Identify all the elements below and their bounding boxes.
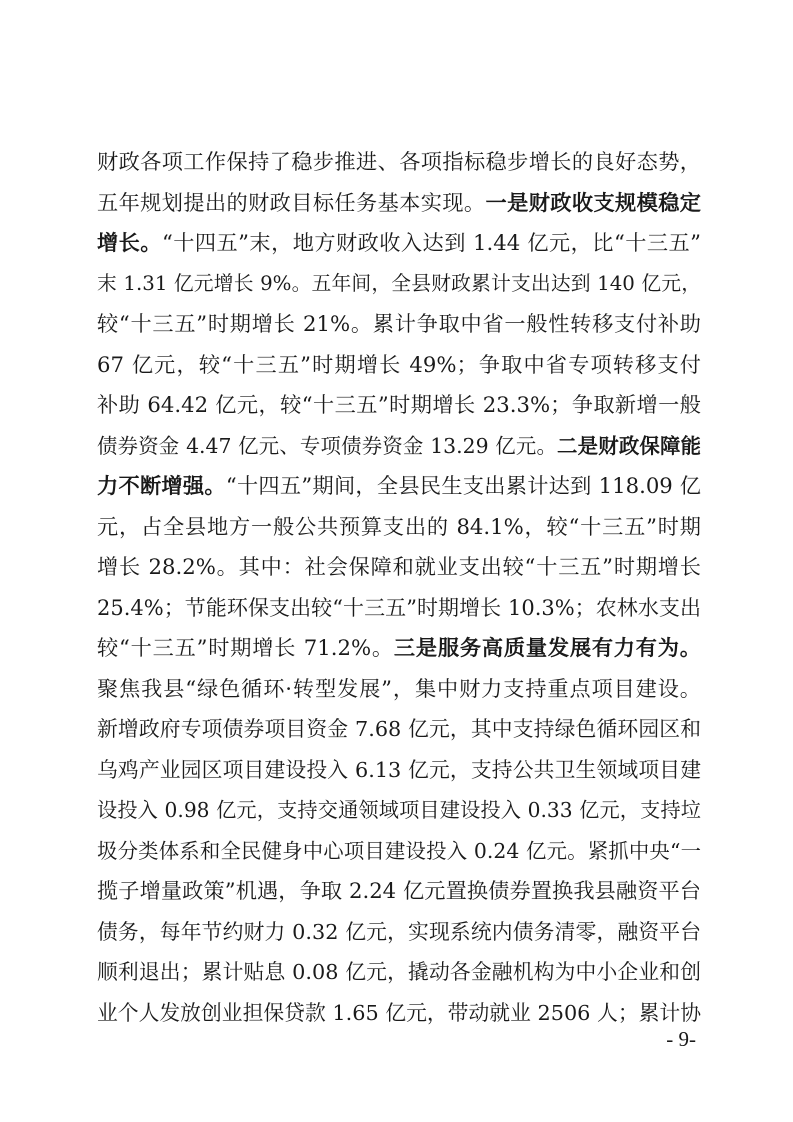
- text-line: [97, 912, 701, 953]
- body-text: “十四五”末，地方财政收入达到 1.44 亿元，比“十三五”: [161, 230, 701, 255]
- text-line: [97, 790, 701, 831]
- text-line: [97, 709, 701, 750]
- text-line: [97, 264, 701, 305]
- bold-heading-text: 三是服务高质量发展有力有为。: [393, 635, 701, 660]
- text-line: [97, 628, 701, 669]
- body-text: 债务，每年节约财力 0.32 亿元，实现系统内债务清零，融资平台: [97, 919, 701, 944]
- text-line: [97, 669, 701, 710]
- body-text: 67 亿元，较“十三五”时期增长 49%；争取中省专项转移支付: [97, 351, 701, 377]
- body-text: 较“十三五”时期增长 71.2%。: [97, 635, 394, 660]
- text-line: [97, 426, 701, 467]
- body-text: 末 1.31 亿元增长 9%。五年间，全县财政累计支出达到 140 亿元，: [97, 271, 701, 295]
- body-text: 五年规划提出的财政目标任务基本实现。: [97, 189, 486, 215]
- bold-heading-text: 二是财政保障能: [557, 433, 701, 458]
- body-text: 债券资金 4.47 亿元、专项债券资金 13.29 亿元。: [97, 433, 558, 458]
- text-line: [97, 345, 701, 386]
- text-line: [97, 507, 701, 548]
- page-number: - 9-: [666, 1027, 696, 1051]
- text-line: [97, 993, 701, 1034]
- bold-heading-text: 一是财政收支规模稳定: [485, 189, 701, 215]
- body-text: 补助 64.42 亿元，较“十三五”时期增长 23.3%；争取新增一般: [97, 392, 701, 417]
- text-line: [97, 385, 701, 426]
- text-line: [97, 223, 701, 264]
- text-line: [97, 547, 701, 588]
- body-text: “十四五”期间，全县民生支出累计达到 118.09 亿: [225, 473, 701, 498]
- body-text: 设投入 0.98 亿元，支持交通领域项目建设投入 0.33 亿元，支持垃: [97, 798, 701, 822]
- body-text: 顺利退出；累计贴息 0.08 亿元，撬动各金融机构为中小企业和创: [97, 960, 701, 984]
- text-line: [97, 588, 701, 629]
- text-line: [97, 142, 701, 183]
- body-text: 业个人发放创业担保贷款 1.65 亿元，带动就业 2506 人；累计协: [97, 1000, 701, 1025]
- text-line: [97, 183, 701, 224]
- text-line: [97, 952, 701, 993]
- body-text: 聚焦我县“绿色循环·转型发展”，集中财力支持重点项目建设。: [97, 675, 701, 701]
- body-text: 25.4%；节能环保支出较“十三五”时期增长 10.3%；农林水支出: [97, 595, 701, 620]
- text-line: [97, 750, 701, 791]
- text-line: [97, 304, 701, 345]
- text-line: [97, 831, 701, 872]
- bold-heading-text: 增长。: [97, 230, 162, 255]
- body-text: 财政各项工作保持了稳步推进、各项指标稳步增长的良好态势，: [97, 149, 701, 174]
- bold-heading-text: 力不断增强。: [97, 473, 226, 498]
- body-text: 增长 28.2%。其中：社会保障和就业支出较“十三五”时期增长: [97, 554, 701, 579]
- body-text: 揽子增量政策”机遇，争取 2.24 亿元置换债券置换我县融资平台: [97, 878, 701, 903]
- body-text: 新增政府专项债券项目资金 7.68 亿元，其中支持绿色循环园区和: [97, 717, 701, 741]
- text-line: [97, 466, 701, 507]
- text-line: [97, 871, 701, 912]
- body-text: 较“十三五”时期增长 21%。累计争取中省一般性转移支付补助: [97, 311, 701, 336]
- body-text: 圾分类体系和全民健身中心项目建设投入 0.24 亿元。紧抓中央“一: [97, 838, 701, 863]
- body-text: 元，占全县地方一般公共预算支出的 84.1%，较“十三五”时期: [97, 513, 701, 539]
- body-paragraph: [97, 142, 701, 1033]
- body-text: 乌鸡产业园区项目建设投入 6.13 亿元，支持公共卫生领域项目建: [97, 757, 701, 782]
